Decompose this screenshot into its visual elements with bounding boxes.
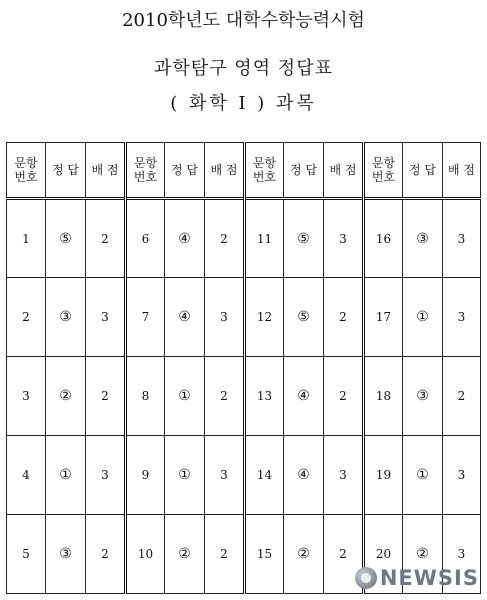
header-number [126,143,165,199]
question-number: 6 [126,199,165,278]
watermark-logo [355,566,479,590]
answer-choice: ③ [46,515,86,594]
header-answer: 정 답 [165,143,205,199]
header-number-line2: 번호 [14,170,38,184]
section-title: 과학탐구 영역 정답표 [154,58,333,79]
header-points: 배 점 [443,143,481,199]
answer-choice: ④ [165,199,205,278]
question-number: 13 [245,357,284,436]
points-value: 3 [443,199,481,278]
points-value: 3 [86,436,126,515]
answer-choice: ③ [403,199,443,278]
points-value: 2 [443,357,481,436]
points-value: 2 [324,357,364,436]
points-value: 3 [324,436,364,515]
header-number [7,143,46,199]
header-number-line1: 문항 [14,156,38,170]
points-value: 3 [324,199,364,278]
question-number: 1 [7,199,46,278]
answer-choice: ② [284,515,324,594]
points-value: 3 [443,436,481,515]
question-number: 8 [126,357,165,436]
answer-choice: ① [403,278,443,357]
answer-choice: ② [165,515,205,594]
question-number: 20 [364,515,403,594]
header-answer: 정 답 [46,143,86,199]
header-answer: 정 답 [403,143,443,199]
question-number: 9 [126,436,165,515]
page-title: 2010학년도 대학수학능력시험 [122,10,365,31]
points-value: 2 [324,278,364,357]
table-row [7,278,481,357]
answer-choice: ① [165,436,205,515]
answer-choice: ① [46,436,86,515]
answer-choice: ① [165,357,205,436]
answer-choice: ⑤ [46,199,86,278]
header-points: 배 점 [205,143,245,199]
header-number-line2: 번호 [371,170,396,184]
header-number-line1: 문항 [252,156,277,170]
points-value: 3 [443,278,481,357]
points-value: 2 [324,515,364,594]
points-value: 2 [205,515,245,594]
newsis-logo-icon [355,567,377,589]
question-number: 16 [364,199,403,278]
header-number-line2: 번호 [252,170,277,184]
answer-choice: ⑤ [284,278,324,357]
question-number: 19 [364,436,403,515]
question-number: 4 [7,436,46,515]
question-number: 3 [7,357,46,436]
answer-choice: ④ [284,436,324,515]
answer-choice: ③ [46,278,86,357]
points-value: 3 [205,278,245,357]
points-value: 2 [86,515,126,594]
points-value: 2 [205,199,245,278]
table-row [7,436,481,515]
header-number-line1: 문항 [133,156,158,170]
header-number-line1: 문항 [371,156,396,170]
answer-choice: ② [46,357,86,436]
question-number: 14 [245,436,284,515]
answer-choice: ③ [403,357,443,436]
header-number-line2: 번호 [133,170,158,184]
header-row [7,143,481,199]
header-number [364,143,403,199]
question-number: 7 [126,278,165,357]
question-number: 10 [126,515,165,594]
answer-choice: ④ [165,278,205,357]
header-points: 배 점 [86,143,126,199]
question-number: 15 [245,515,284,594]
table-row [7,357,481,436]
points-value: 3 [443,515,481,594]
question-number: 17 [364,278,403,357]
answer-choice: ② [403,515,443,594]
points-value: 2 [86,199,126,278]
answer-choice: ④ [284,357,324,436]
answer-choice: ⑤ [284,199,324,278]
answer-table [6,142,481,594]
question-number: 5 [7,515,46,594]
question-number: 2 [7,278,46,357]
points-value: 2 [86,357,126,436]
table-row [7,199,481,278]
header-answer: 정 답 [284,143,324,199]
question-number: 18 [364,357,403,436]
header-number [245,143,284,199]
answer-table-body [7,199,481,594]
watermark-text: NEWSIS [379,566,479,590]
header-points: 배 점 [324,143,364,199]
answer-choice: ① [403,436,443,515]
points-value: 2 [205,357,245,436]
question-number: 11 [245,199,284,278]
points-value: 3 [205,436,245,515]
subject-title: ( 화학 I ) 과목 [170,93,317,114]
points-value: 3 [86,278,126,357]
question-number: 12 [245,278,284,357]
